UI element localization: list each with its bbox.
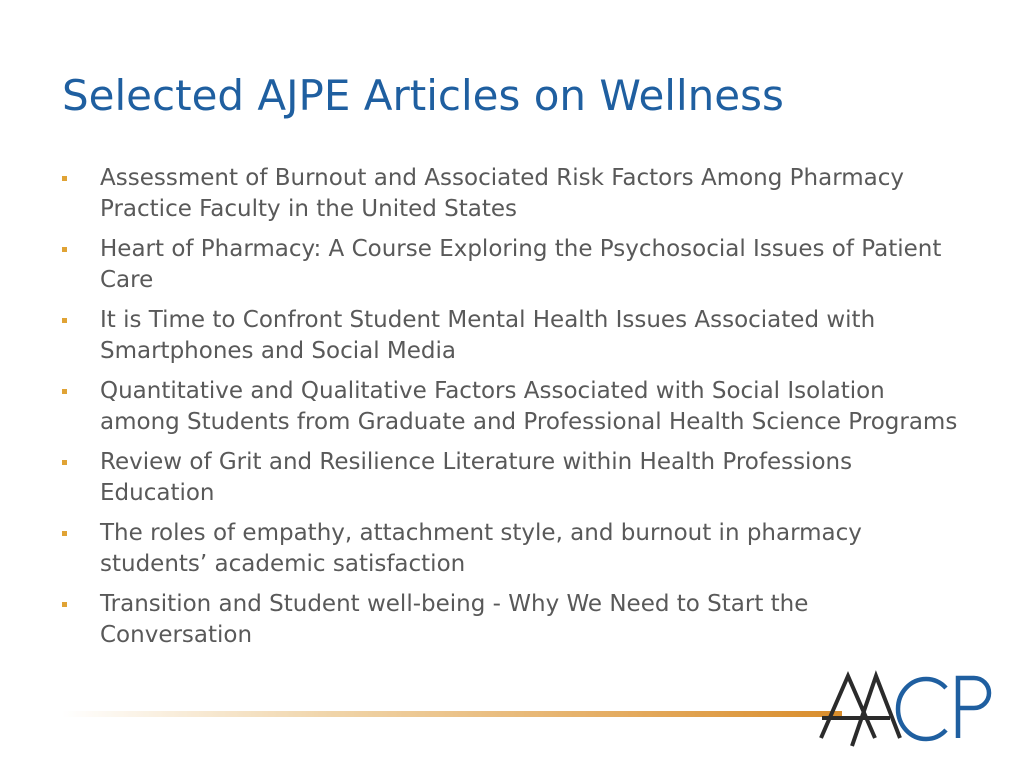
- bullet-text: The roles of empathy, attachment style, and burnout in pharmacy students’ academic satisfaction: [100, 520, 862, 577]
- bullet-text: Assessment of Burnout and Associated Risk Factors Among Pharmacy Practice Faculty in the United States: [100, 165, 905, 222]
- slide-title: Selected AJPE Articles on Wellness: [62, 71, 784, 120]
- bullet-list: [62, 163, 962, 660]
- bullet-text: It is Time to Confront Student Mental Health Issues Associated with Smartphones and Social Media: [100, 307, 876, 364]
- aacp-logo-c: [898, 679, 946, 739]
- square-bullet-icon: [62, 389, 67, 394]
- bullet-text: Transition and Student well-being - Why We Need to Start the Conversation: [100, 591, 809, 648]
- bullet-text: Quantitative and Qualitative Factors Associated with Social Isolation among Students from Graduate and Professional Health Science Programs: [100, 378, 958, 435]
- bullet-item: [62, 163, 962, 225]
- bullet-item: [62, 376, 962, 438]
- bullet-item: [62, 589, 962, 651]
- square-bullet-icon: [62, 176, 67, 181]
- square-bullet-icon: [62, 318, 67, 323]
- bullet-item: [62, 234, 962, 296]
- aacp-logo-p: [958, 678, 989, 738]
- aacp-logo: [818, 668, 1000, 748]
- bullet-item: [62, 305, 962, 367]
- square-bullet-icon: [62, 531, 67, 536]
- bullet-text: Review of Grit and Resilience Literature within Health Professions Education: [100, 449, 853, 506]
- footer-gradient-rule: [62, 711, 842, 717]
- bullet-text: Heart of Pharmacy: A Course Exploring the Psychosocial Issues of Patient Care: [100, 236, 942, 293]
- bullet-item: [62, 447, 962, 509]
- square-bullet-icon: [62, 602, 67, 607]
- square-bullet-icon: [62, 247, 67, 252]
- bullet-item: [62, 518, 962, 580]
- square-bullet-icon: [62, 460, 67, 465]
